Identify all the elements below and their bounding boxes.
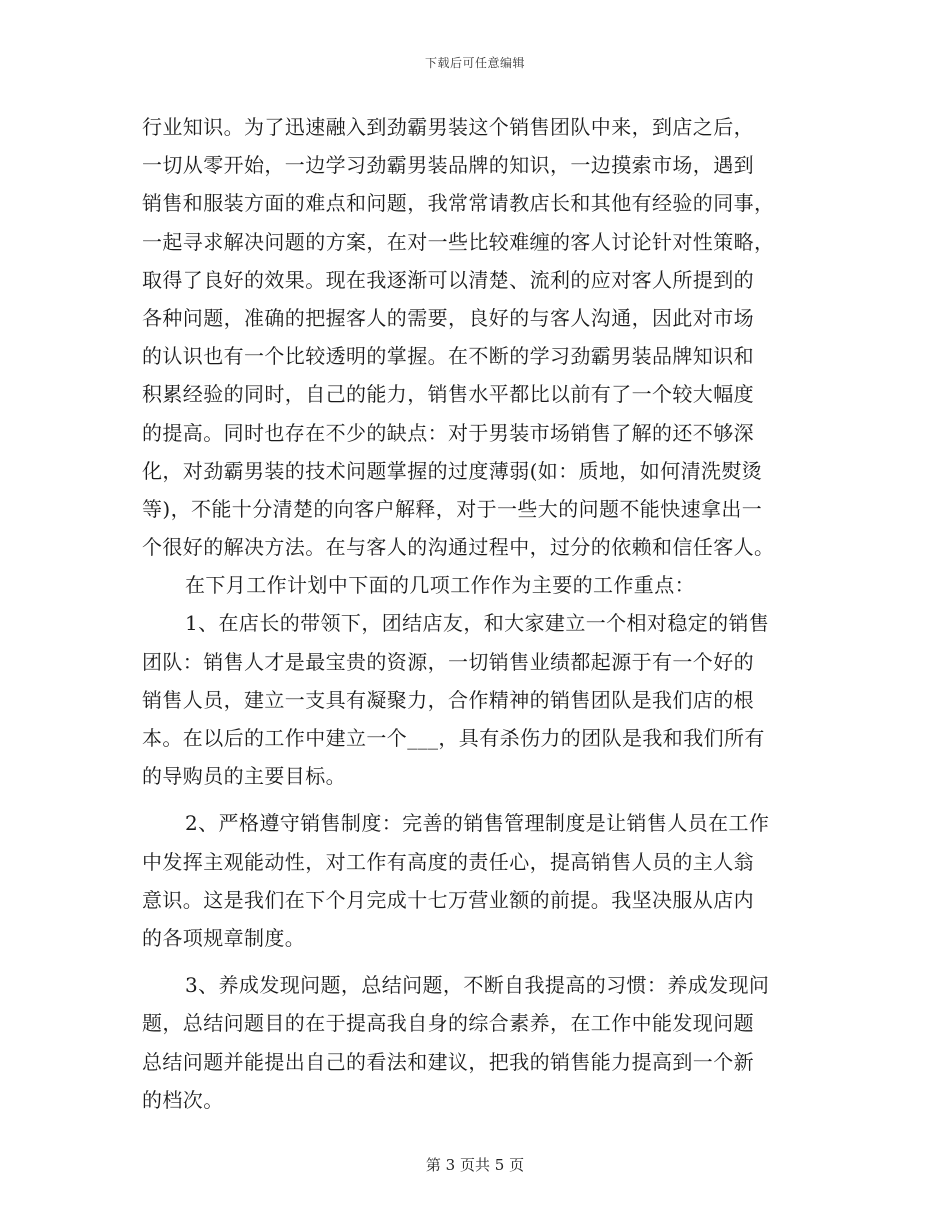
- text-line: 中发挥主观能动性，对工作有高度的责任心，提高销售人员的主人翁: [142, 849, 754, 874]
- text-line: 销售和服装方面的难点和问题，我常常请教店长和其他有经验的同事，: [142, 191, 775, 216]
- text-line: 3、养成发现问题，总结问题，不断自我提高的习惯：养成发现问: [185, 973, 770, 998]
- document-body: [142, 108, 814, 1119]
- text-line: 在下月工作计划中下面的几项工作作为主要的工作重点：: [185, 573, 695, 598]
- text-line: 积累经验的同时，自己的能力，销售水平都比以前有了一个较大幅度: [142, 382, 754, 407]
- text-line: 行业知识。为了迅速融入到劲霸男装这个销售团队中来，到店之后，: [142, 115, 754, 139]
- text-line: 的提高。同时也存在不少的缺点：对于男装市场销售了解的还不够深: [142, 420, 754, 445]
- paragraph-work-summary: [142, 108, 814, 566]
- text-line: 1、在店长的带领下，团结店友，和大家建立一个相对稳定的销售: [185, 611, 770, 636]
- text-line: 一切从零开始，一边学习劲霸男装品牌的知识，一边摸索市场，遇到: [142, 153, 754, 178]
- text-line: 化，对劲霸男装的技术问题掌握的过度薄弱(如：质地，如何清洗熨烫: [142, 458, 763, 483]
- text-line: 等)，不能十分清楚的向客户解释，对于一些大的问题不能快速拿出一: [142, 496, 763, 521]
- text-line: 2、严格遵守销售制度：完善的销售管理制度是让销售人员在工作: [185, 811, 770, 836]
- text-line: 题，总结问题目的在于提高我自身的综合素养，在工作中能发现问题: [142, 1011, 754, 1036]
- text-line: 的认识也有一个比较透明的掌握。在不断的学习劲霸男装品牌知识和: [142, 344, 754, 369]
- text-line: 销售人员，建立一支具有凝聚力，合作精神的销售团队是我们店的根: [142, 687, 754, 712]
- text-line: 个很好的解决方法。在与客人的沟通过程中，过分的依赖和信任客人。: [142, 535, 775, 560]
- text-line: 的导购员的主要目标。: [142, 764, 346, 789]
- paragraph-item-3: [142, 966, 814, 1119]
- text-line: 的档次。: [142, 1087, 224, 1112]
- text-line: 各种问题，准确的把握客人的需要，良好的与客人沟通，因此对市场: [142, 305, 754, 330]
- paragraph-item-1: [142, 604, 814, 795]
- paragraph-item-2: [142, 804, 814, 957]
- text-line: 的各项规章制度。: [142, 925, 306, 950]
- text-line: 本。在以后的工作中建立一个___，具有杀伤力的团队是我和我们所有: [142, 726, 765, 750]
- page-header: 下载后可任意编辑: [424, 56, 525, 70]
- text-line: 取得了良好的效果。现在我逐渐可以清楚、流利的应对客人所提到的: [142, 267, 754, 292]
- text-line: 意识。这是我们在下个月完成十七万营业额的前提。我坚决服从店内: [142, 887, 754, 912]
- text-line: 一起寻求解决问题的方案，在对一些比较难缠的客人讨论针对性策略，: [142, 229, 775, 254]
- page-footer: 第 3 页共 5 页: [425, 1156, 525, 1174]
- text-line: 团队：销售人才是最宝贵的资源，一切销售业绩都起源于有一个好的: [142, 649, 754, 674]
- paragraph-plan-intro: [142, 566, 814, 604]
- text-line: 总结问题并能提出自己的看法和建议，把我的销售能力提高到一个新: [142, 1049, 754, 1074]
